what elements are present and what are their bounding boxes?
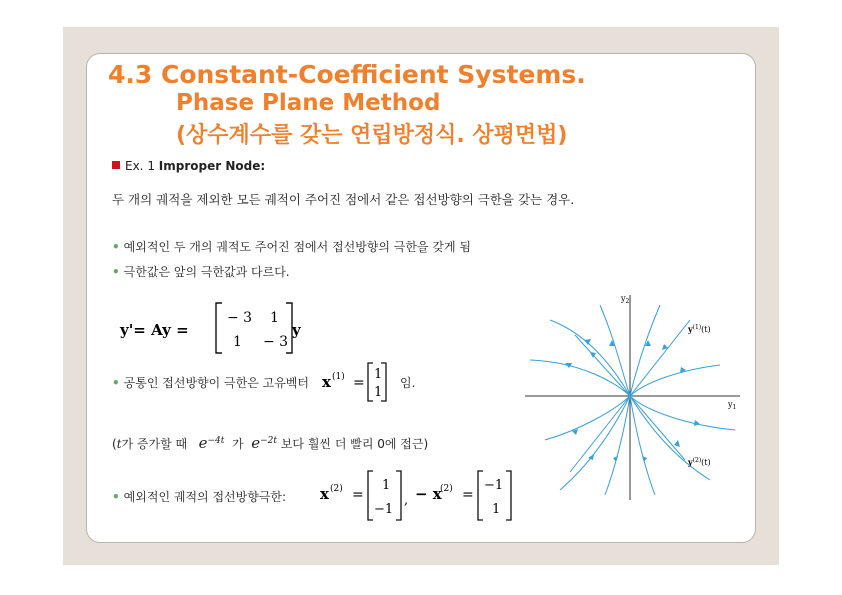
x2-entry-1: 1: [382, 478, 391, 493]
eigenvector-superscript: (1): [332, 372, 345, 382]
trajectory-6: [630, 396, 710, 480]
trajectory-11: [605, 396, 630, 495]
bullet-text-1: 예외적인 두 개의 궤적도 주어진 점에서 접선방향의 극한을 갖게 됨: [123, 240, 471, 254]
decay-note: [112, 434, 428, 452]
x2-entry-2: −1: [374, 502, 394, 517]
neg-x2-entry-2: 1: [492, 502, 501, 517]
neg-x2-left-bracket: [478, 471, 483, 520]
note-exp2-base: e: [251, 434, 261, 452]
note-part1: 가 증가할 때: [121, 437, 188, 451]
bullet-dot-icon: •: [112, 376, 120, 390]
equals-sign-2: =: [462, 487, 474, 503]
exception-line: [112, 488, 286, 505]
curve-y1-label: $y^{(1)}(t)$: [688, 324, 711, 334]
matrix-cell-12: 1: [270, 310, 279, 326]
comma: ,: [404, 493, 409, 508]
eigenvector-entry-2: 1: [374, 385, 383, 400]
note-part3: 보다 훨씬 더 빨리 0에 접근): [280, 437, 429, 451]
y2-axis-label: $y_2$: [621, 294, 630, 305]
trajectory-4: [630, 305, 660, 396]
note-open-paren: (: [112, 437, 117, 451]
bullet-dot-icon: •: [112, 265, 120, 279]
matrix-cell-21: 1: [233, 334, 242, 350]
example-name: Improper Node:: [158, 159, 266, 173]
x2-right-bracket: [396, 471, 401, 520]
eigenvector-label: x: [322, 373, 331, 391]
neg-x2-superscript: (2): [440, 484, 453, 494]
eigenvector-entry-1: 1: [374, 367, 383, 382]
trajectory-3: [600, 305, 630, 396]
note-t: t: [116, 437, 122, 451]
y1-axis-label: $y_1$: [728, 400, 737, 411]
x2-label: x: [320, 485, 329, 503]
neg-x2-right-bracket: [506, 471, 511, 520]
vector-left-bracket: [368, 363, 373, 401]
bullet-dot-icon: •: [112, 240, 120, 254]
x2-superscript: (2): [330, 484, 343, 494]
note-part2: 가: [231, 437, 244, 451]
matrix-cell-11: − 3: [227, 310, 253, 326]
trajectory-1: [550, 320, 630, 396]
note-exp1-power: −4t: [207, 436, 225, 446]
trajectory-8: [545, 396, 630, 440]
x2-left-bracket: [368, 471, 373, 520]
bullet-text-2: 극한값은 앞의 극한값과 다르다.: [123, 265, 290, 279]
equals-sign: =: [353, 375, 365, 391]
example-prefix: Ex. 1: [125, 159, 155, 173]
equals-sign-1: =: [352, 487, 364, 503]
red-square-bullet-icon: [112, 161, 120, 169]
eigen-line-text: 공통인 접선방향이 극한은 고유벡터: [123, 376, 309, 390]
phase-plane-diagram: [520, 290, 745, 505]
eigen-line: [112, 374, 309, 391]
neg-x2-label: − x: [415, 485, 442, 503]
system-equation: [120, 298, 340, 358]
neg-x2-entry-1: −1: [484, 478, 504, 493]
bullet-dot-icon: •: [112, 490, 120, 504]
trajectory-5: [630, 365, 720, 396]
matrix-left-bracket: [216, 303, 222, 353]
note-exp1-base: e: [198, 434, 208, 452]
curve-y2-label: $y^{(2)}(t)$: [688, 457, 711, 467]
equation-rhs: y: [292, 321, 301, 339]
note-exp2-power: −2t: [260, 436, 277, 446]
trajectory-7: [630, 396, 735, 430]
matrix-cell-22: − 3: [263, 334, 289, 350]
bullet-item-2: [112, 263, 290, 280]
exception-line-text: 예외적인 궤적의 접선방향극한:: [123, 490, 287, 504]
title-line-2: Phase Plane Method: [176, 90, 441, 116]
title-line-1: 4.3 Constant-Coefficient Systems.: [108, 60, 586, 89]
example-heading: [112, 159, 265, 173]
trajectory-2: [530, 360, 630, 396]
eigen-line-suffix: 임.: [400, 376, 416, 390]
equation-lhs: y'= Ay =: [120, 321, 189, 339]
bullet-item-1: [112, 238, 471, 255]
description-text: 두 개의 궤적을 제외한 모든 궤적이 주어진 점에서 같은 접선방향의 극한을 갖는 경우.: [112, 192, 575, 207]
title-line-3: (상수계수를 갖는 연립방정식. 상평면법): [176, 123, 568, 148]
